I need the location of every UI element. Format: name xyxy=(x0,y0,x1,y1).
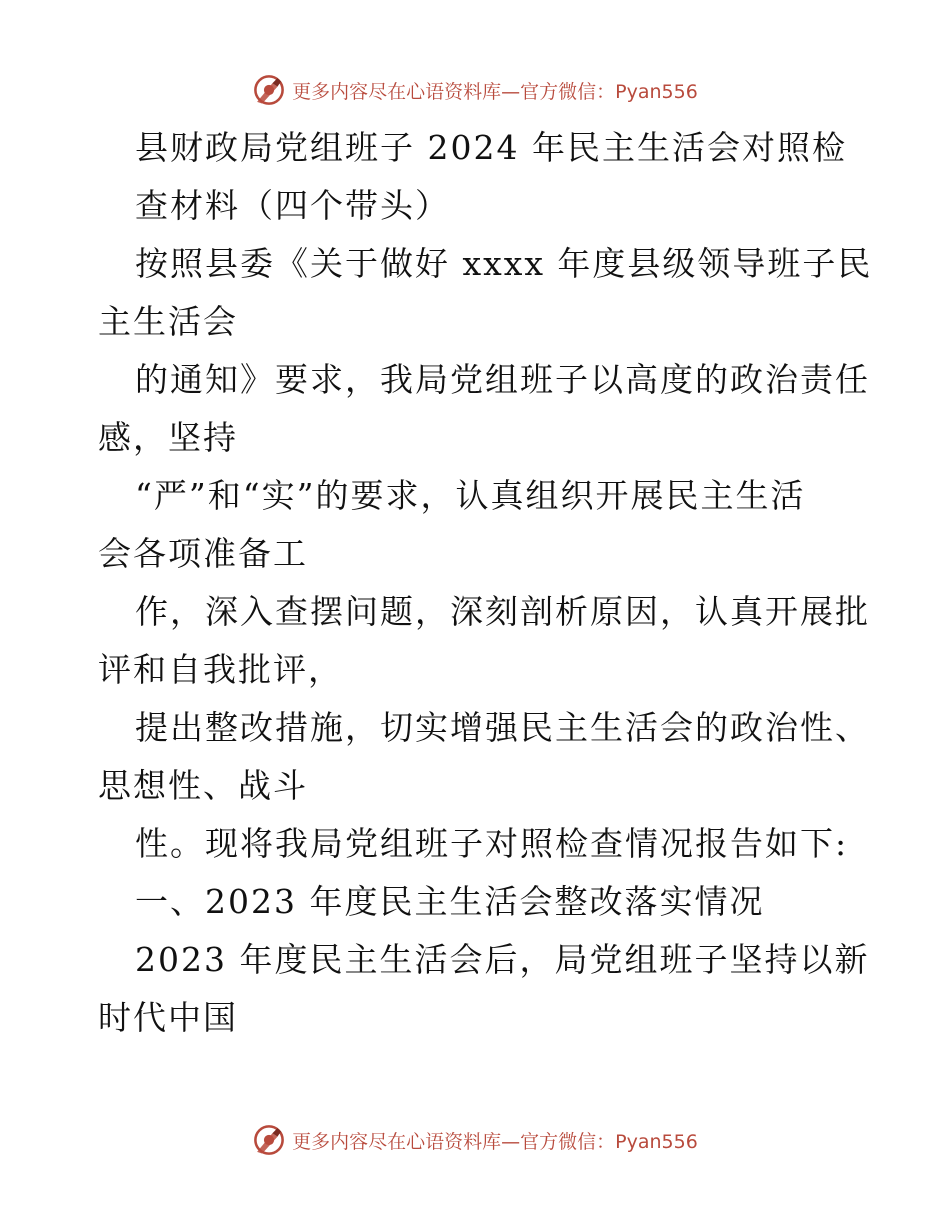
watermark-text: 更多内容尽在心语资料库—官方微信：Pyan556 xyxy=(292,1130,698,1153)
section-heading: 一、2023 年度民主生活会整改落实情况 xyxy=(135,882,765,921)
document-title-line-2: 查材料（四个带头） xyxy=(135,186,450,225)
fountain-pen-logo-icon xyxy=(252,1123,286,1157)
paragraph-line: 主生活会 xyxy=(98,302,238,341)
paragraph-line: “严”和“实”的要求，认真组织开展民主生活 xyxy=(135,476,806,515)
paragraph-line: 按照县委《关于做好 xxxx 年度县级领导班子民 xyxy=(135,244,873,283)
paragraph-line: 感，坚持 xyxy=(98,418,238,457)
paragraph-line: 提出整改措施，切实增强民主生活会的政治性、 xyxy=(135,708,870,747)
paragraph-line: 会各项准备工 xyxy=(98,534,308,573)
paragraph-line: 评和自我批评， xyxy=(98,650,343,689)
watermark-text: 更多内容尽在心语资料库—官方微信：Pyan556 xyxy=(292,80,698,103)
paragraph-line: 的通知》要求，我局党组班子以高度的政治责任 xyxy=(135,360,870,399)
document-title-line-1: 县财政局党组班子 2024 年民主生活会对照检 xyxy=(135,128,847,167)
footer-watermark xyxy=(0,1118,950,1162)
paragraph-line: 作，深入查摆问题，深刻剖析原因，认真开展批 xyxy=(135,592,870,631)
paragraph-line: 思想性、战斗 xyxy=(98,766,308,805)
paragraph-line: 时代中国 xyxy=(98,998,238,1037)
paragraph-line: 性。现将我局党组班子对照检查情况报告如下: xyxy=(135,824,849,863)
paragraph-line: 2023 年度民主生活会后，局党组班子坚持以新 xyxy=(135,940,870,979)
